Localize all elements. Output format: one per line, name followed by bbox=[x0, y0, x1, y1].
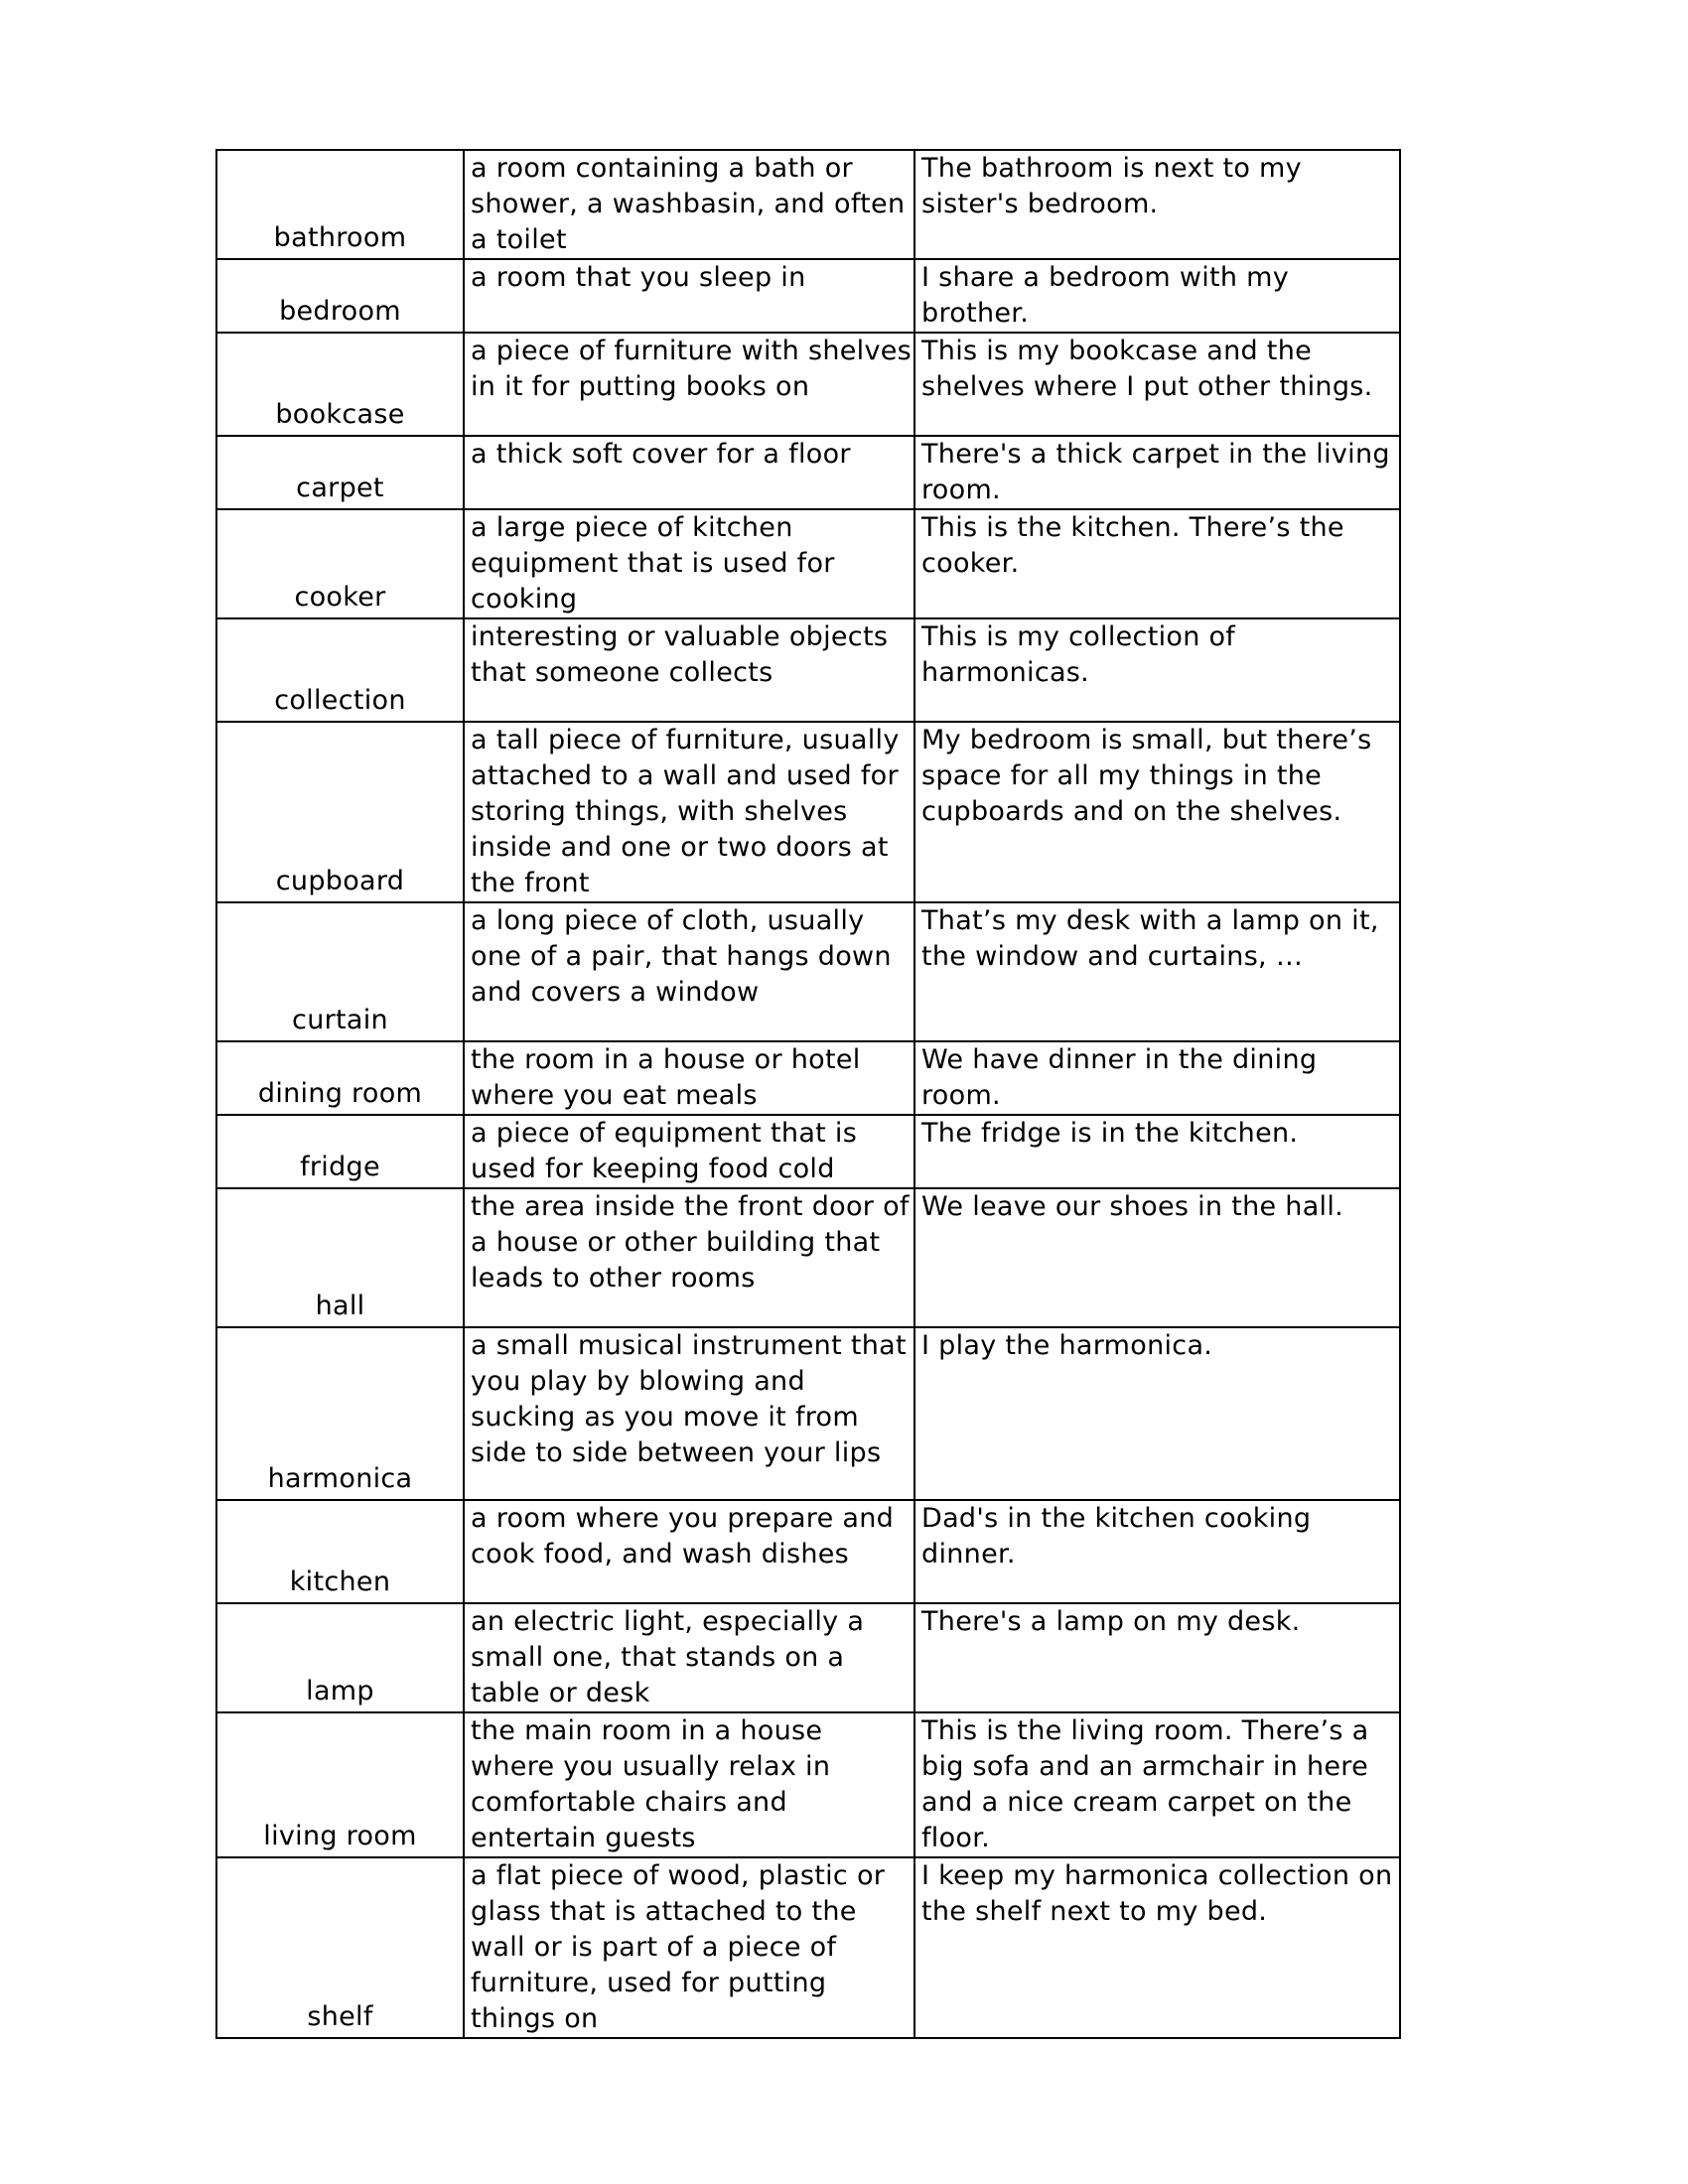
word-text: collection bbox=[274, 685, 406, 716]
definition-cell bbox=[464, 259, 914, 333]
example-cell bbox=[914, 436, 1400, 509]
definition-text: a large piece of kitchen equipment that is used for cooking bbox=[471, 512, 835, 614]
definition-text: the main room in a house where you usually relax in comfortable chairs and entertain guests bbox=[471, 1715, 831, 1853]
word-cell bbox=[216, 436, 464, 509]
definition-text: an electric light, especially a small one, that stands on a table or desk bbox=[471, 1606, 865, 1708]
example-text: The bathroom is next to my sister's bedroom. bbox=[921, 153, 1302, 219]
example-text: I keep my harmonica collection on the shelf next to my bed. bbox=[921, 1860, 1393, 1927]
definition-cell bbox=[464, 1603, 914, 1712]
example-cell bbox=[914, 333, 1400, 436]
word-cell bbox=[216, 1188, 464, 1327]
definition-cell bbox=[464, 1857, 914, 2038]
table-row bbox=[216, 509, 1400, 618]
example-text: This is my bookcase and the shelves where I put other things. bbox=[921, 336, 1373, 402]
definition-cell bbox=[464, 722, 914, 902]
word-cell bbox=[216, 722, 464, 902]
example-text: This is my collection of harmonicas. bbox=[921, 621, 1236, 688]
word-cell bbox=[216, 1712, 464, 1857]
definition-text: a room that you sleep in bbox=[471, 262, 806, 293]
example-cell bbox=[914, 1115, 1400, 1188]
example-text: My bedroom is small, but there’s space for all my things in the cupboards and on the shelves. bbox=[921, 725, 1372, 827]
word-cell bbox=[216, 1327, 464, 1500]
example-text: There's a thick carpet in the living room. bbox=[921, 439, 1390, 505]
definition-text: a thick soft cover for a floor bbox=[471, 439, 851, 470]
definition-text: a flat piece of wood, plastic or glass that is attached to the wall or is part of a piece of furniture, used for putting things on bbox=[471, 1860, 886, 2034]
definition-cell bbox=[464, 902, 914, 1041]
definition-cell bbox=[464, 1500, 914, 1603]
example-text: This is the living room. There’s a big sofa and an armchair in here and a nice cream carpet on the floor. bbox=[921, 1715, 1369, 1853]
definition-cell bbox=[464, 1327, 914, 1500]
word-text: bookcase bbox=[275, 399, 405, 430]
word-cell bbox=[216, 1041, 464, 1115]
definition-cell bbox=[464, 618, 914, 722]
definition-cell bbox=[464, 509, 914, 618]
word-text: curtain bbox=[292, 1005, 388, 1035]
example-text: There's a lamp on my desk. bbox=[921, 1606, 1301, 1637]
definition-cell bbox=[464, 436, 914, 509]
example-cell bbox=[914, 509, 1400, 618]
table-row bbox=[216, 150, 1400, 259]
word-text: dining room bbox=[257, 1078, 423, 1109]
definition-cell bbox=[464, 1188, 914, 1327]
example-cell bbox=[914, 618, 1400, 722]
vocabulary-table-body bbox=[216, 150, 1400, 2038]
word-text: bathroom bbox=[273, 222, 407, 253]
table-row bbox=[216, 902, 1400, 1041]
example-cell bbox=[914, 1712, 1400, 1857]
table-row bbox=[216, 1041, 1400, 1115]
table-row bbox=[216, 259, 1400, 333]
definition-text: the area inside the front door of a house or other building that leads to other rooms bbox=[471, 1191, 910, 1294]
word-text: cupboard bbox=[275, 866, 405, 896]
vocabulary-table bbox=[215, 149, 1401, 2039]
word-text: carpet bbox=[296, 473, 384, 503]
example-text: I play the harmonica. bbox=[921, 1330, 1213, 1361]
word-text: fridge bbox=[300, 1152, 380, 1182]
example-cell bbox=[914, 259, 1400, 333]
table-row bbox=[216, 436, 1400, 509]
word-text: hall bbox=[315, 1291, 365, 1321]
example-cell bbox=[914, 722, 1400, 902]
table-row bbox=[216, 1115, 1400, 1188]
example-text: This is the kitchen. There’s the cooker. bbox=[921, 512, 1344, 579]
word-text: cooker bbox=[294, 582, 386, 613]
word-cell bbox=[216, 509, 464, 618]
example-cell bbox=[914, 902, 1400, 1041]
example-cell bbox=[914, 1327, 1400, 1500]
definition-cell bbox=[464, 1115, 914, 1188]
definition-text: a tall piece of furniture, usually attached to a wall and used for storing things, with shelves inside and one or two doors at the front bbox=[471, 725, 900, 898]
word-cell bbox=[216, 1500, 464, 1603]
example-cell bbox=[914, 1857, 1400, 2038]
word-text: kitchen bbox=[289, 1567, 391, 1597]
table-row bbox=[216, 1500, 1400, 1603]
word-text: shelf bbox=[307, 2001, 373, 2032]
word-text: bedroom bbox=[279, 296, 401, 327]
table-row bbox=[216, 1603, 1400, 1712]
word-cell bbox=[216, 150, 464, 259]
word-cell bbox=[216, 259, 464, 333]
definition-text: the room in a house or hotel where you eat meals bbox=[471, 1044, 861, 1111]
table-row bbox=[216, 1712, 1400, 1857]
definition-cell bbox=[464, 1712, 914, 1857]
word-cell bbox=[216, 333, 464, 436]
table-row bbox=[216, 333, 1400, 436]
example-text: The fridge is in the kitchen. bbox=[921, 1118, 1299, 1149]
example-cell bbox=[914, 1041, 1400, 1115]
table-row bbox=[216, 1327, 1400, 1500]
definition-cell bbox=[464, 333, 914, 436]
word-text: harmonica bbox=[267, 1463, 413, 1494]
table-row bbox=[216, 1857, 1400, 2038]
example-cell bbox=[914, 1188, 1400, 1327]
definition-cell bbox=[464, 1041, 914, 1115]
word-cell bbox=[216, 1115, 464, 1188]
definition-text: a piece of furniture with shelves in it for putting books on bbox=[471, 336, 912, 402]
definition-text: a piece of equipment that is used for keeping food cold bbox=[471, 1118, 858, 1184]
definition-text: interesting or valuable objects that someone collects bbox=[471, 621, 889, 688]
definition-text: a long piece of cloth, usually one of a pair, that hangs down and covers a window bbox=[471, 905, 892, 1008]
example-text: That’s my desk with a lamp on it, the window and curtains, … bbox=[921, 905, 1379, 972]
example-cell bbox=[914, 1603, 1400, 1712]
table-row bbox=[216, 722, 1400, 902]
definition-text: a small musical instrument that you play by blowing and sucking as you move it from side to side between your lips bbox=[471, 1330, 907, 1468]
word-cell bbox=[216, 1857, 464, 2038]
table-row bbox=[216, 618, 1400, 722]
word-cell bbox=[216, 1603, 464, 1712]
definition-text: a room containing a bath or shower, a washbasin, and often a toilet bbox=[471, 153, 906, 255]
example-cell bbox=[914, 150, 1400, 259]
example-text: We have dinner in the dining room. bbox=[921, 1044, 1318, 1111]
example-text: Dad's in the kitchen cooking dinner. bbox=[921, 1503, 1312, 1570]
example-text: We leave our shoes in the hall. bbox=[921, 1191, 1344, 1222]
example-text: I share a bedroom with my brother. bbox=[921, 262, 1290, 329]
word-text: lamp bbox=[306, 1676, 374, 1706]
example-cell bbox=[914, 1500, 1400, 1603]
word-text: living room bbox=[263, 1821, 417, 1851]
definition-text: a room where you prepare and cook food, and wash dishes bbox=[471, 1503, 895, 1570]
table-row bbox=[216, 1188, 1400, 1327]
definition-cell bbox=[464, 150, 914, 259]
word-cell bbox=[216, 902, 464, 1041]
word-cell bbox=[216, 618, 464, 722]
